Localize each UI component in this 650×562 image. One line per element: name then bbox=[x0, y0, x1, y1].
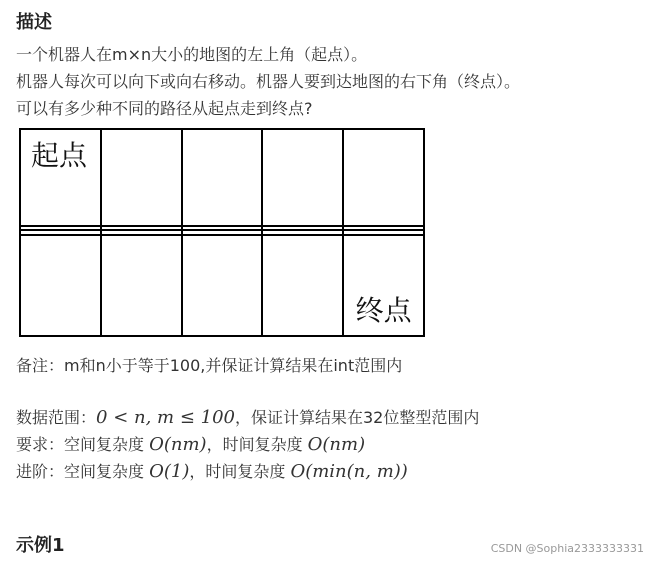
data-range-suffix: ，保证计算结果在32位整型范围内 bbox=[234, 408, 480, 427]
grid-cell bbox=[101, 129, 182, 226]
data-range-math: 0 < n, m ≤ 100 bbox=[96, 407, 235, 428]
description-line-3: 可以有多少种不同的路径从起点走到终点? bbox=[16, 99, 313, 118]
requirement-line bbox=[16, 434, 365, 456]
grid-cell bbox=[262, 235, 343, 336]
requirement-middle: ，时间复杂度 bbox=[206, 435, 308, 454]
grid-cell bbox=[20, 235, 101, 336]
advanced-prefix: 进阶：空间复杂度 bbox=[16, 462, 150, 481]
note-text: 备注：m和n小于等于100,并保证计算结果在int范围内 bbox=[16, 356, 403, 375]
grid-cell bbox=[182, 235, 263, 336]
map-grid bbox=[19, 128, 425, 337]
grid-cell bbox=[343, 129, 424, 226]
grid-row bbox=[20, 129, 424, 226]
advanced-middle: ，时间复杂度 bbox=[189, 462, 291, 481]
grid-cell bbox=[262, 129, 343, 226]
example-title: 示例1 bbox=[16, 535, 65, 556]
data-range-line bbox=[16, 407, 479, 429]
grid-cell-start: 起点 bbox=[20, 129, 101, 226]
data-range-prefix: 数据范围： bbox=[16, 408, 97, 427]
advanced-space-complexity: O(1) bbox=[149, 461, 190, 482]
description-line-2: 机器人每次可以向下或向右移动。机器人要到达地图的右下角（终点）。 bbox=[16, 72, 521, 91]
advanced-time-complexity: O(min(n, m)) bbox=[290, 461, 408, 482]
requirement-prefix: 要求：空间复杂度 bbox=[16, 435, 150, 454]
watermark: CSDN @Sophia2333333331 bbox=[490, 542, 644, 555]
grid-row bbox=[20, 235, 424, 336]
grid-cell bbox=[101, 235, 182, 336]
requirement-time-complexity: O(nm) bbox=[307, 434, 366, 455]
requirement-space-complexity: O(nm) bbox=[149, 434, 207, 455]
grid-cell bbox=[182, 129, 263, 226]
grid-cell-end: 终点 bbox=[343, 235, 424, 336]
section-title: 描述 bbox=[16, 12, 52, 33]
description-line-1: 一个机器人在m×n大小的地图的左上角（起点）。 bbox=[16, 45, 368, 64]
advanced-line bbox=[16, 461, 408, 483]
